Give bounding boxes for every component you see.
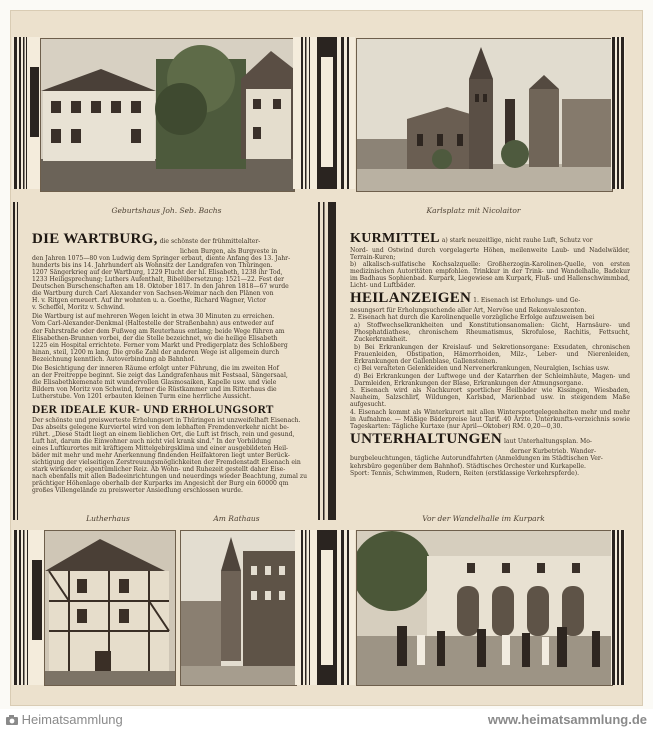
text-line: hinan, steil, 1200 m lang. Die große Zahl der anderen Wege ist allgemein durch: [32, 348, 280, 356]
text-line: die Wartburg durch Carl Alexander von Sachsen-Weimar nach den Plänen von: [32, 290, 274, 298]
text-line: rührt. „Diese Stadt liegt an einem lieblichen Ort, die Luft ist frisch, rein und gesund,: [32, 431, 295, 439]
photo-lutherhaus: [44, 530, 176, 686]
kurmittel-lead: a) stark neuzeitlige, nicht rauhe Luft, Schutz vor: [441, 237, 593, 244]
wartburg-paragraph-tour: [32, 365, 314, 400]
kurmittel-item-b: b) alkalisch-sulfatische Kochsalzquelle: Großherzogin-Karolinen-Quelle, von ersten medizinischen Autoritäten empfohlen. Trinkkur in der Trink- und Wandelhalle, Badekur im Badhaus Sophienbad. Kurpark, Liegewiese am Kurpark, Fluß- und Hallenschwimmbad, Licht- und Luftbäder.: [350, 261, 630, 290]
text-line: großes Villengelände zu preiswerter Ansiedlung erschlossen wurde.: [32, 487, 243, 495]
kur-section: [350, 232, 630, 514]
text-line: eines Luftkurortes mit kräftigem Mittelgebirgsklima und einer ausgebildeten Heil-: [32, 445, 289, 453]
text-line: kehrsbüro gegenüber dem Bahnhof). Städtisches Orchester und Kurkapelle.: [350, 462, 586, 470]
heilanzeigen-item: c) Bei veralteten Gelenkleiden und Nervenerkrankungen, Neuralgien, Ischias usw.: [354, 365, 610, 373]
text-line: bäder mit mehr und mehr Anerkennung findenden Heilfaktoren liegt unter Berück-: [32, 452, 290, 460]
heilanzeigen-item: 4. Eisenach kommt als Winterkurort mit allen Wintersportgelegenheiten mehr und mehr in Aufnahme. — Mäßige Bäderpreise laut Tarif. 40 Ärzte. Unterkunfts-verzeichnis sowie Tageskarten: Tägliche Kurtaxe (nur April—Oktober) RM. 0,20—0,30.: [350, 408, 630, 431]
photo-wandelhalle: [356, 530, 613, 686]
wartburg-intro-lead: die schönste der frühmittelalter-: [159, 238, 261, 245]
erholungsort-paragraph: [32, 417, 314, 495]
text-line: Sport: Tennis, Schwimmen, Rudern, Reiten (erstklassige Verkehrspferde).: [350, 470, 580, 478]
text-line: die Elisabethkemenate mit wundervollen Glasmosaiken, Kapelle usw. und viele: [32, 378, 277, 386]
camera-logo-icon: [6, 715, 18, 725]
text-line: Bezeichnung kenntlich. Autoverbindung ab Bahnhof.: [32, 355, 196, 363]
heilanzeigen-intro: nesungsort für Erholungsuchende aller Art, Nervöse und Rekonvaleszenten.: [350, 306, 587, 314]
text-line: Luft hat, darum die Einwohner auch nicht viel krank sind.“ In der Vorbildung: [32, 438, 271, 446]
caption-rathaus: Am Rathaus: [213, 514, 260, 523]
text-line: nach ebenfalls mit allen Badeeinrichtungen und neuerdings wieder Beachtung, zumal zu: [32, 473, 308, 481]
text-line: prächtiger Höhenlage oberhalb der Kurparks im Angesicht der Burg ein 60000 qm: [32, 480, 289, 488]
heilanzeigen-heading: HEILANZEIGEN: [350, 290, 472, 307]
text-line: den Jahren 1075—80 von Ludwig dem Springer erbaut, diente Anfang des 13. Jahr-: [32, 255, 291, 263]
kurmittel-item-a: Nord- und Ostwind durch vorgelagerte Höhen, meilenweite Laub- und Nadelwälder, Terrain-Kuren;: [350, 246, 630, 261]
wartburg-paragraph-access: [32, 313, 314, 362]
text-line: Die Wartburg ist auf mehreren Wegen leicht in etwa 30 Minuten zu erreichen.: [32, 313, 275, 321]
text-line: Das abseits gelegene Kurviertel wird von dem lebhaften Fremdenverkehr nicht be-: [32, 424, 289, 432]
decorative-stripe-band: [611, 37, 625, 189]
decorative-stripe-band: [295, 530, 355, 685]
text-line: derner Kurbetrieb. Wander-: [510, 447, 597, 455]
unterhaltungen-lead: laut Unterhaltungsplan. Mo-: [503, 438, 592, 446]
watermark-footer: [0, 709, 653, 730]
photo-bach-birthplace: [40, 38, 295, 192]
heilanzeigen-item: b) Bei Erkrankungen der Kreislauf- und Sekretionsorgane: Exsudaten, chronischen Frauenleiden, Obstipation, Hämorrhoiden, Milz-, Leber- und Nierenleiden, Erkrankungen der Gallenblase, Gallensteinen.: [354, 343, 630, 365]
text-line: der Fahrstraße oder dem Fußweg am Reuterhaus entlang; beide Wege führen am: [32, 327, 285, 335]
text-line: 1225 ein Hospital errichtete. Ferner vom Markt und Predigerplatz des Schloßberg: [32, 341, 288, 349]
heilanzeigen-item: 2. Eisenach hat durch die Karolinenquelle vorzügliche Erfolge aufzuweisen bei: [350, 314, 595, 322]
heilanzeigen-lead: 1. Eisenach ist Erholungs- und Ge-: [473, 297, 581, 305]
decorative-stripe-band: [611, 530, 625, 685]
watermark-left-text: Heimatsammlung: [21, 712, 123, 727]
erholungsort-heading: DER IDEALE KUR- UND ERHOLUNGSORT: [32, 403, 274, 416]
decorative-stripe-band: [12, 37, 40, 189]
kurmittel-heading: KURMITTEL: [350, 232, 440, 246]
wartburg-paragraph-history: [32, 248, 314, 311]
heilanzeigen-item: a) Stoffwechselkrankheiten und Konstitutionsanomalien: Gicht, Harnsäure- und Phosphatdiathese, chronischem Rheumatismus, Skrofulose, Rachitis, Fettsucht, Zuckerkrankheit.: [354, 321, 630, 343]
brochure-sheet: [10, 10, 643, 706]
wartburg-heading: DIE WARTBURG,: [32, 232, 158, 247]
text-line: H. v. Ritgen erneuert. Auf ihr wohnten u. a. Goethe, Richard Wagner, Victor: [32, 297, 267, 305]
text-line: hunderts bis ins 14. Jahrhundert als Wohnsitz der Landgrafen von Thüringen.: [32, 262, 273, 270]
photo-rathaus: [180, 530, 297, 686]
caption-bach-birthplace: Geburtshaus Joh. Seb. Bachs: [111, 206, 222, 215]
caption-wandelhalle: Vor der Wandelhalle im Kurpark: [422, 514, 545, 523]
text-line: Vom Carl-Alexander-Denkmal (Haltestelle der Straßenbahn) aus entweder auf: [32, 320, 274, 328]
text-line: Elisabethen-Brunnen vorbei, der die Stelle bezeichnet, wo die heilige Elisabeth: [32, 334, 278, 342]
text-line: Bildern von Moritz von Schwind, ferner die Rüstkammer und im Ritterhaus die: [32, 385, 277, 393]
heilanzeigen-item: 3. Eisenach wird als Nachkurort sportlicher Heilbäder wie Kissingen, Wiesbaden, Nauheim, Salzschlirf, Wildungen, Karlsbad, Marienbad usw. in steigendem Maße aufgesucht.: [350, 387, 630, 409]
caption-lutherhaus: Lutherhaus: [86, 514, 130, 523]
watermark-right-text: www.heimatsammlung.de: [487, 712, 647, 727]
text-line: Lutherstube. Von 1201 erbauten kleinen Turm eine herrliche Aussicht.: [32, 392, 252, 400]
text-line: 1233 Heiligsprechung; Luthers Aufenthalt, Bibelübersetzung: 1521—22. Fest der: [32, 276, 285, 284]
text-line: Der schönste und preiswerteste Erholungsort in Thüringen ist unzweifelhaft Eisenach.: [32, 416, 301, 424]
decorative-stripe-band: [12, 202, 21, 520]
text-line: Die Besichtigung der inneren Räume erfolgt unter Führung, die im zweiten Hof: [32, 364, 279, 372]
text-line: stark wirkender, eigentümlicher Reiz. Ab Wohn- und Ruhezeit gestellt daher Eise-: [32, 466, 286, 474]
text-line: 1207 Sängerkrieg auf der Wartburg, 1229 Flucht der hl. Elisabeth, 1238 ihr Tod,: [32, 269, 283, 277]
unterhaltungen-heading: UNTERHALTUNGEN: [350, 431, 503, 448]
text-line: v. Scheffel, Moritz v. Schwind.: [32, 304, 125, 312]
wartburg-section: [32, 232, 314, 514]
decorative-stripe-band: [12, 530, 44, 685]
decorative-stripe-band: [316, 202, 338, 520]
text-line: sichtigung der vielseitigen Zerstreuungsmöglichkeiten der Fremdenstadt Eisenach ein: [32, 459, 301, 467]
text-line: burgbeleuchtungen, tägliche Autorundfahrten (Anmeldungen im Städtischen Ver-: [350, 455, 603, 463]
caption-karlsplatz: Karlsplatz mit Nicolaitor: [426, 206, 521, 215]
text-line: lichen Burgen, als Burgveste in: [180, 248, 278, 255]
heilanzeigen-item: d) Bei Erkrankungen der Luftwege und der Katarrhen der Schleimhäute, Magen- und Darmleiden, Erkrankungen der Blase, Erkrankungen der Atmungsorgane.: [354, 372, 630, 387]
photo-karlsplatz: [356, 38, 613, 192]
decorative-stripe-band: [293, 37, 355, 189]
watermark-left: [6, 712, 123, 727]
text-line: an der Freitreppe beginnt. Sie zeigt das Landgrafenhaus mit Festsaal, Sängersaal,: [32, 371, 288, 379]
text-line: Deutschen Burschenschaften am 18. Oktober 1817. In den Jahren 1818—67 wurde: [32, 283, 289, 291]
